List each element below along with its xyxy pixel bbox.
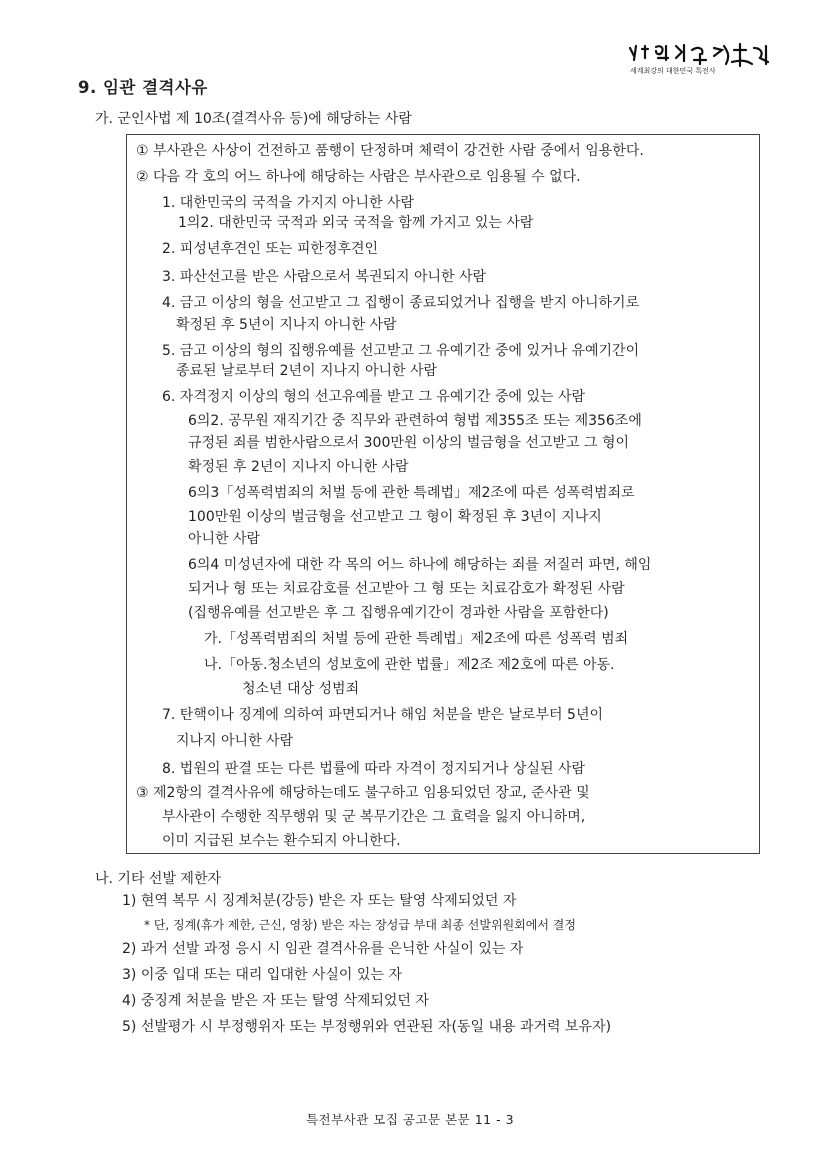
- item-7-line-1: 7. 탄핵이나 징계에 의하여 파면되거나 해임 처분을 받은 날로부터 5년이: [162, 707, 603, 723]
- item-6-4-sub-b-line-1: 나.「아동.청소년의 성보호에 관한 법률」제2조 제2호에 따른 아동.: [204, 657, 615, 673]
- part-a-title: 가. 군인사법 제 10조(결격사유 등)에 해당하는 사람: [95, 111, 412, 127]
- page-footer: 특전부사관 모집 공고문 본문 11 - 3: [305, 1112, 515, 1127]
- item-2: 2. 피성년후견인 또는 피한정후견인: [162, 241, 379, 257]
- item-1: 1. 대한민국의 국적을 가지지 아니한 사람: [162, 195, 414, 211]
- part-b-item-1: 1) 현역 복무 시 징계처분(강등) 받은 자 또는 탈영 삭제되었던 자: [122, 893, 517, 909]
- clause-3-line-3: 이미 지급된 보수는 환수되지 아니한다.: [162, 833, 401, 849]
- item-1-2: 1의2. 대한민국 국적과 외국 국적을 함께 가지고 있는 사람: [178, 215, 534, 231]
- item-6-2-line-3: 확정된 후 2년이 지나지 아니한 사람: [188, 459, 409, 475]
- section-title: 9. 임관 결격사유: [78, 78, 208, 97]
- item-6-3-line-1: 6의3「성폭력범죄의 처벌 등에 관한 특례법」제2조에 따른 성폭력범죄로: [188, 485, 635, 501]
- item-5-line-1: 5. 금고 이상의 형의 집행유예를 선고받고 그 유예기간 중에 있거나 유예기간이: [162, 343, 640, 359]
- item-6: 6. 자격정지 이상의 형의 선고유예를 받고 그 유예기간 중에 있는 사람: [162, 389, 586, 405]
- item-6-4-line-2: 되거나 형 또는 치료감호를 선고받아 그 형 또는 치료감호가 확정된 사람: [188, 581, 625, 597]
- part-b-item-4: 4) 중징계 처분을 받은 자 또는 탈영 삭제되었던 자: [122, 993, 429, 1009]
- clause-3-line-2: 부사관이 수행한 직무행위 및 군 복무기간은 그 효력을 잃지 아니하며,: [162, 809, 586, 825]
- item-5-line-2: 종료된 날로부터 2년이 지나지 아니한 사람: [176, 363, 438, 379]
- item-6-3-line-3: 아니한 사람: [188, 531, 261, 547]
- item-6-4-sub-b-line-2: 청소년 대상 성범죄: [242, 681, 360, 697]
- svg-text:세계최강의 대한민국 특전사: 세계최강의 대한민국 특전사: [630, 67, 716, 75]
- item-3: 3. 파산선고를 받은 사람으로서 복권되지 아니한 사람: [162, 269, 487, 285]
- part-b-item-5: 5) 선발평가 시 부정행위자 또는 부정행위와 연관된 자(동일 내용 과거력 보유자): [122, 1019, 612, 1035]
- item-6-2-line-1: 6의2. 공무원 재직기간 중 직무와 관련하여 형법 제355조 또는 제356조에: [188, 413, 642, 429]
- part-b-title: 나. 기타 선발 제한자: [95, 871, 221, 887]
- item-7-line-2: 지나지 아니한 사람: [176, 733, 294, 749]
- item-6-3-line-2: 100만원 이상의 벌금형을 선고받고 그 형이 확정된 후 3년이 지나지: [188, 509, 602, 525]
- item-4-line-2: 확정된 후 5년이 지나지 아니한 사람: [176, 317, 397, 333]
- item-4-line-1: 4. 금고 이상의 형을 선고받고 그 집행이 종료되었거나 집행을 받지 아니하기로: [162, 295, 640, 311]
- item-6-4-line-3: (집행유예를 선고받은 후 그 집행유예기간이 경과한 사람을 포함한다): [188, 605, 609, 621]
- clause-1: ① 부사관은 사상이 건전하고 품행이 단정하며 체력이 강건한 사람 중에서 임용한다.: [136, 143, 644, 159]
- item-6-4-sub-a: 가.「성폭력범죄의 처벌 등에 관한 특례법」제2조에 따른 성폭력 범죄: [204, 631, 629, 647]
- part-b-item-3: 3) 이중 입대 또는 대리 입대한 사실이 있는 자: [122, 967, 402, 983]
- item-8: 8. 법원의 판결 또는 다른 법률에 따라 자격이 정지되거나 상실된 사람: [162, 761, 586, 777]
- logo: [622, 40, 772, 76]
- clause-3-line-1: ③ 제2항의 결격사유에 해당하는데도 불구하고 임용되었던 장교, 준사관 및: [136, 785, 590, 801]
- clause-2: ② 다음 각 호의 어느 하나에 해당하는 사람은 부사관으로 임용될 수 없다.: [136, 169, 581, 185]
- part-b-item-2: 2) 과거 선발 과정 응시 시 임관 결격사유를 은닉한 사실이 있는 자: [122, 941, 524, 957]
- item-6-2-line-2: 규정된 죄를 범한사람으로서 300만원 이상의 벌금형을 선고받고 그 형이: [188, 435, 629, 451]
- logo-calligraphy: [622, 40, 772, 76]
- item-6-4-line-1: 6의4 미성년자에 대한 각 목의 어느 하나에 해당하는 죄를 저질러 파면, 해임: [188, 557, 652, 573]
- part-b-note: * 단, 징계(휴가 제한, 근신, 영창) 받은 자는 장성급 부대 최종 선발위원회에서 결정: [144, 918, 576, 932]
